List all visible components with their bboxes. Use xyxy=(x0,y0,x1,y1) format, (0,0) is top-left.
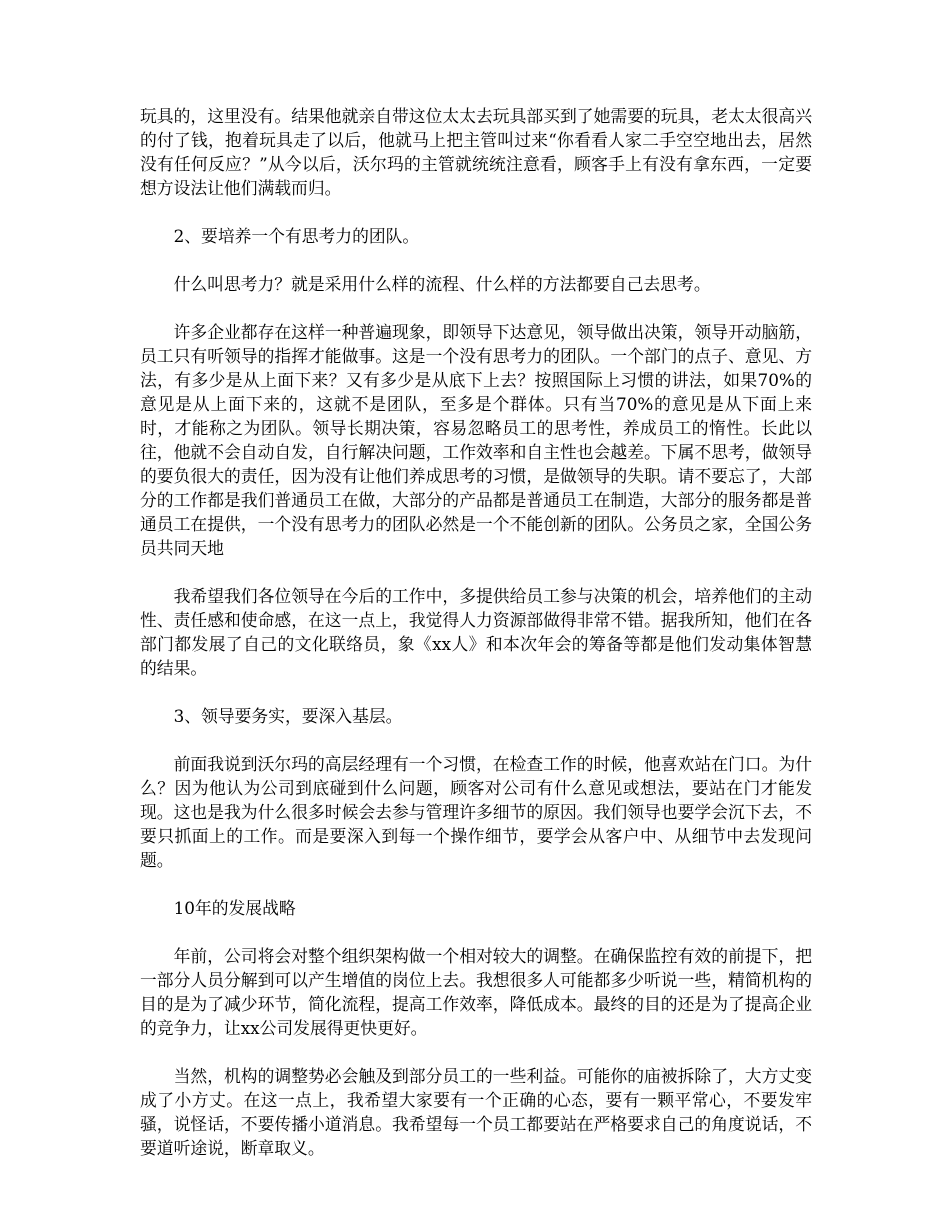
document-page xyxy=(140,104,812,1184)
paragraph-restructure: 年前，公司将会对整个组织架构做一个相对较大的调整。在确保监控有效的前提下，把一部分人员分解到可以产生增值的岗位上去。我想很多人可能都多少听说一些，精简机构的目的是为了减少环节，简化流程，提高工作效率，降低成本。最终的目的还是为了提高企业的竞争力，让xx公司发展得更快更好。 xyxy=(140,946,812,1038)
section-heading-leaders-grassroots: 3、领导要务实，要深入基层。 xyxy=(173,706,403,726)
paragraph-thinking-definition: 什么叫思考力？就是采用什么样的流程、什么样的方法都要自己去思考。 xyxy=(173,274,711,294)
paragraph-common-phenomenon: 许多企业都存在这样一种普遍现象，即领导下达意见，领导做出决策，领导开动脑筋，员工只有听领导的指挥才能做事。这是一个没有思考力的团队。一个部门的点子、意见、方法，有多少是从上面下来？又有多少是从底下上去？按照国际上习惯的讲法，如果70%的意见是从上面下来的，这就不是团队，至多是个群体。只有当70%的意见是从下面上来时，才能称之为团队。领导长期决策，容易忽略员工的思考性，养成员工的惰性。长此以往，他就不会自动自发，自行解决问题，工作效率和自主性也会越差。下属不思考，做领导的要负很大的责任，因为没有让他们养成思考的习惯，是做领导的失职。请不要忘了，大部分的工作都是我们普通员工在做，大部分的产品都是普通员工在制造，大部分的服务都是普通员工在提供，一个没有思考力的团队必然是一个不能创新的团队。公务员之家，全国公务员共同天地 xyxy=(140,322,812,558)
section-heading-thinking-team: 2、要培养一个有思考力的团队。 xyxy=(173,226,420,246)
paragraph-walmart-door: 前面我说到沃尔玛的高层经理有一个习惯，在检查工作的时候，他喜欢站在门口。为什么？因为他认为公司到底碰到什么问题，顾客对公司有什么意见或想法，要站在门才能发现。这也是我为什么很多时候会去参与管理许多细节的原因。我们领导也要学会沉下去，不要只抓面上的工作。而是要深入到每一个操作细节，要学会从客户中、从细节中去发现问题。 xyxy=(140,754,812,870)
paragraph-attitude: 当然，机构的调整势必会触及到部分员工的一些利益。可能你的庙被拆除了，大方丈变成了小方丈。在这一点上，我希望大家要有一个正确的心态，要有一颗平常心，不要发牢骚，说怪话，不要传播小道消息。我希望每一个员工都要站在严格要求自己的角度说话，不要道听途说，断章取义。 xyxy=(140,1066,812,1158)
paragraph-continuation: 玩具的，这里没有。结果他就亲自带这位太太去玩具部买到了她需要的玩具，老太太很高兴的付了钱，抱着玩具走了以后，他就马上把主管叫过来“你看看人家二手空空地出去，居然没有任何反应？”从今以后，沃尔玛的主管就统统注意看，顾客手上有没有拿东西，一定要想方设法让他们满载而归。 xyxy=(140,106,812,198)
paragraph-leader-hope: 我希望我们各位领导在今后的工作中，多提供给员工参与决策的机会，培养他们的主动性、责任感和使命感，在这一点上，我觉得人力资源部做得非常不错。据我所知，他们在各部门都发展了自己的文化联络员，象《xx人》和本次年会的筹备等都是他们发动集体智慧的结果。 xyxy=(140,586,812,678)
section-heading-ten-year-strategy: 10年的发展战略 xyxy=(173,898,296,918)
